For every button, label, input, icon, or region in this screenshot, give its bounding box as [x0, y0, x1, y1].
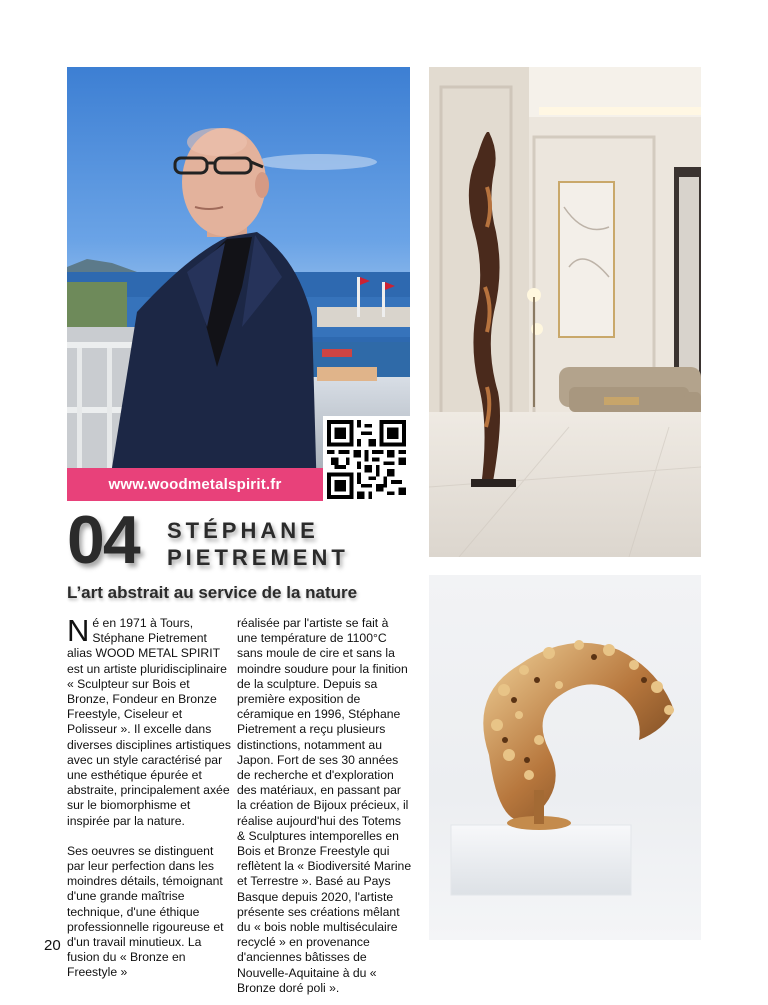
artist-first-name: STÉPHANE	[167, 518, 319, 543]
artist-last-name: PIETREMENT	[167, 545, 349, 570]
website-url[interactable]: www.woodmetalspirit.fr	[108, 476, 282, 493]
paragraph: Ses oeuvres se distinguent par leur perfection dans les moindres détails, témoignant d'une grande maîtrise technique, d'une éthique professionnelle rigoureuse et d'un travail minutieux. La fusion du « Bronze en Freestyle »	[67, 843, 224, 980]
qr-code	[323, 416, 410, 503]
dropcap: N	[67, 613, 90, 648]
paragraph-text: é en 1971 à Tours, Stéphane Pietrement alias WOOD METAL SPIRIT est un artiste pluridisciplinaire « Sculpteur sur Bois et Bronze, Fondeur en Bronze Freestyle, Ciseleur et Polisseur ». Il excelle dans diverses disciplines artistiques avec un style caractérisé par une esthétique épurée et abstraite, principalement axée sur le biomorphisme et inspirée par la nature.	[67, 616, 231, 828]
page-number: 20	[44, 937, 61, 954]
interior-photo	[429, 67, 701, 557]
paragraph: réalisée par l'artiste se fait à une température de 1100°C sans moule de cire et sans la moindre soudure pour la finition de la sculpture. Depuis sa première exposition de céramique en 1996, Stéphane Pietrement a reçu plusieurs distinctions, notamment au Japon. Fort de ses 30 années de recherche et d'exploration des matériaux, en passant par la création de Bijoux précieux, il réalise aujourd'hui des Totems & Sculptures intemporelles en Bois et Bronze Freestyle qui reflètent la « Biodiversité Marine et Terrestre ». Basé au Pays Basque depuis 2020, l'artiste présente ses créations mêlant du « bois noble multiséculaire recyclé » en provenance d'anciennes bâtisses de Nouvelle-Aquitaine à du « Bronze doré poli ».	[237, 616, 412, 995]
body-column-1	[67, 613, 231, 981]
body-column-2	[237, 616, 412, 996]
article-number: 04	[67, 502, 139, 578]
article-subtitle: L’art abstrait au service de la nature	[67, 583, 358, 602]
paragraph	[67, 613, 231, 829]
website-url-banner[interactable]	[67, 468, 323, 501]
bronze-sculpture-photo	[429, 575, 701, 940]
